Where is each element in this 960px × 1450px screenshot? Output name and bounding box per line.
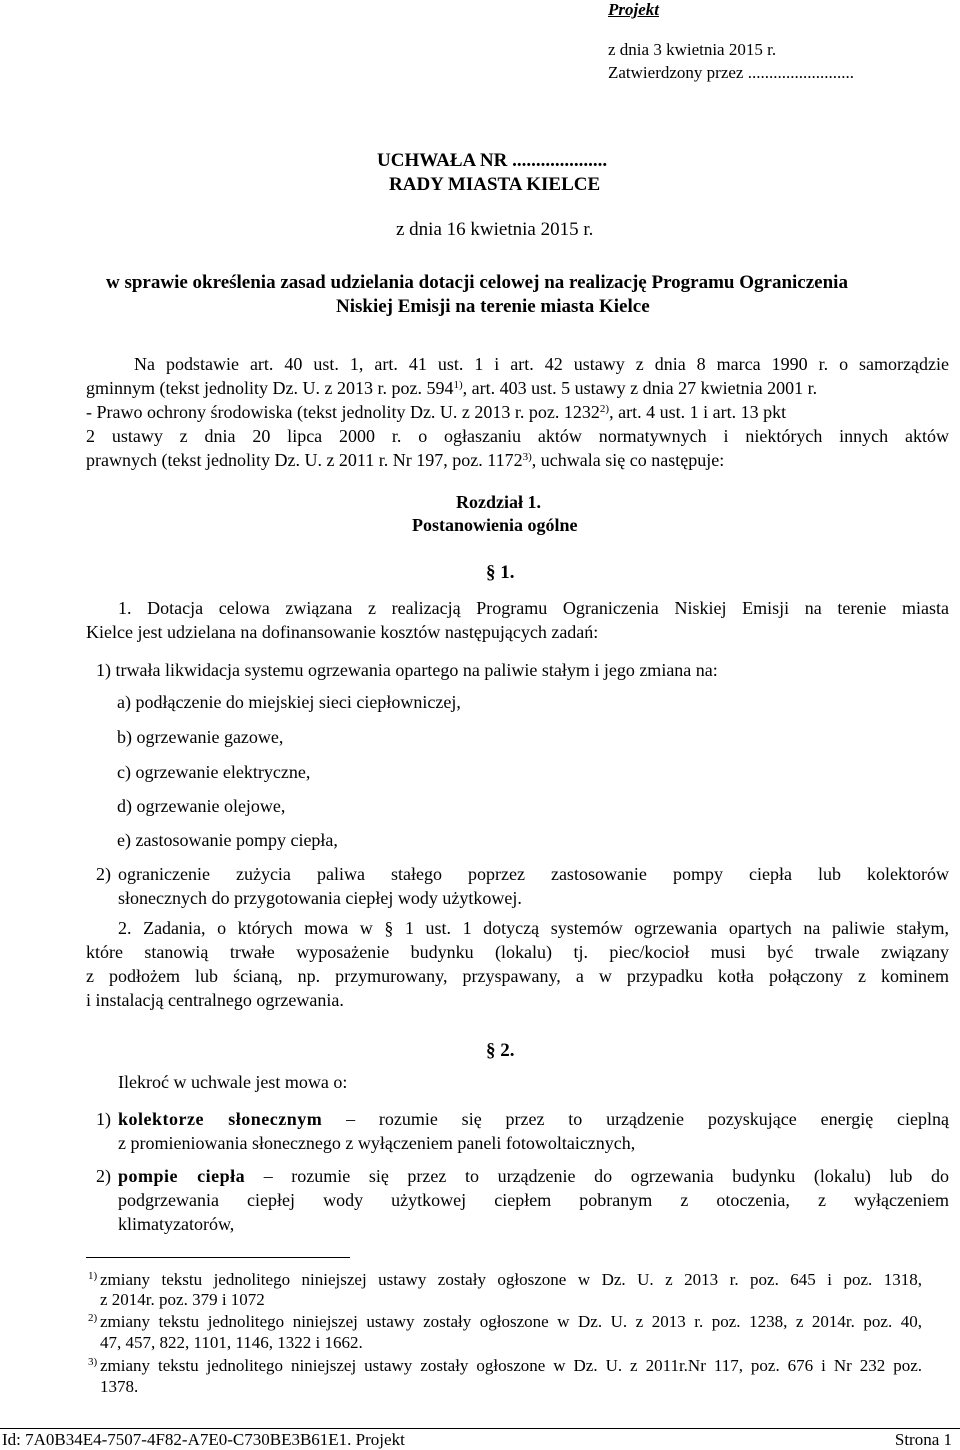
list-item-2-line-1: ograniczenie zużycia paliwa stałego poprzez zastosowanie pompy ciepła lub kolektorów bbox=[118, 864, 949, 884]
definition-1-term: kolektorze słonecznym bbox=[118, 1109, 323, 1129]
sub-item-a: a) podłączenie do miejskiej sieci ciepłowniczej, bbox=[117, 692, 461, 712]
section-1-para-1-line-2: Kielce jest udzielana na dofinansowanie kosztów następujących zadań: bbox=[86, 622, 599, 642]
footnote-3-line-2: 1378. bbox=[100, 1377, 139, 1396]
sub-item-e: e) zastosowanie pompy ciepła, bbox=[117, 830, 338, 850]
section-1-para-1-line-1: 1. Dotacja celowa związana z realizacją Programu Ograniczenia Niskiej Emisji na terenie miasta bbox=[118, 598, 949, 618]
definition-2-line-2: podgrzewania ciepłej wody użytkowej ciepłem pobranym z otoczenia, z wyłączeniem bbox=[118, 1190, 949, 1210]
footnote-3-marker: 3) bbox=[88, 1356, 98, 1368]
approved-by: Zatwierdzony przez ......................... bbox=[608, 63, 854, 82]
chapter-label: Rozdział 1. bbox=[456, 492, 541, 512]
definition-1-number: 1) bbox=[96, 1109, 111, 1129]
preamble-line-4: 2 ustawy z dnia 20 lipca 2000 r. o ogłaszaniu aktów normatywnych i niektórych innych aktów bbox=[86, 426, 949, 446]
preamble-line-5: prawnych (tekst jednolity Dz. U. z 2011 r. Nr 197, poz. 1172$^{3)}$, uchwala się co następuje: bbox=[86, 450, 725, 470]
project-date: z dnia 3 kwietnia 2015 r. bbox=[608, 40, 777, 59]
footnote-1-marker: 1) bbox=[88, 1270, 98, 1282]
definition-1-line-2: z promieniowania słonecznego z wyłączeniem paneli fotowoltaicznych, bbox=[118, 1133, 636, 1153]
section-2-heading: § 2. bbox=[486, 1040, 515, 1061]
section-1-para-2-line-3: z podłożem lub ścianą, np. przymurowany, przyspawany, a w przypadku kotła połączony z kominem bbox=[86, 966, 949, 986]
resolution-date: z dnia 16 kwietnia 2015 r. bbox=[396, 219, 594, 240]
sub-item-d: d) ogrzewanie olejowe, bbox=[117, 796, 286, 816]
sub-item-b: b) ogrzewanie gazowe, bbox=[117, 727, 284, 747]
section-1-para-2-line-1: 2. Zadania, o których mowa w § 1 ust. 1 dotyczą systemów ogrzewania opartych na paliwie stałym, bbox=[118, 918, 949, 938]
chapter-name: Postanowienia ogólne bbox=[412, 515, 578, 535]
preamble-line-1: Na podstawie art. 40 ust. 1, art. 41 ust. 1 i art. 42 ustawy z dnia 8 marca 1990 r. o samorządzie bbox=[134, 354, 949, 374]
list-item-2-line-2: słonecznych do przygotowania ciepłej wody użytkowej. bbox=[118, 888, 522, 908]
preamble-line-2: gminnym (tekst jednolity Dz. U. z 2013 r. poz. 594$^{1)}$, art. 403 ust. 5 ustawy z dnia 27 kwietnia 2001 r. bbox=[86, 378, 818, 398]
resolution-number: UCHWAŁA NR .................... bbox=[377, 150, 608, 171]
definition-2-number: 2) bbox=[96, 1166, 111, 1186]
footnote-2-marker: 2) bbox=[88, 1312, 98, 1324]
section-1-para-2-line-2: które stanowią trwałe wyposażenie budynku (lokalu) tj. piec/kocioł musi być trwale związany bbox=[86, 942, 949, 962]
definition-1-line-1: kolektorze słonecznym – rozumie się przez to urządzenie pozyskujące energię cieplną bbox=[118, 1109, 950, 1129]
definition-2-line-3: klimatyzatorów, bbox=[118, 1214, 235, 1234]
sub-item-c: c) ogrzewanie elektryczne, bbox=[117, 762, 311, 782]
page-footer-rule bbox=[0, 1428, 960, 1429]
list-item-2-number: 2) bbox=[96, 864, 111, 884]
section-1-heading: § 1. bbox=[486, 562, 515, 583]
subject-line-2: Niskiej Emisji na terenie miasta Kielce bbox=[336, 296, 650, 317]
footnote-1-line-1: zmiany tekstu jednolitego niniejszej ustawy zostały ogłoszone w Dz. U. z 2013 r. poz. 645 i poz. 1318, bbox=[100, 1270, 922, 1289]
subject-line-1: w sprawie określenia zasad udzielania dotacji celowej na realizację Programu Ograniczenia bbox=[106, 272, 848, 293]
definition-2-line-1: pompie ciepła – rozumie się przez to urządzenie do ogrzewania budynku (lokalu) lub do bbox=[118, 1166, 949, 1186]
page-number: Strona 1 bbox=[894, 1430, 952, 1449]
council-name: RADY MIASTA KIELCE bbox=[389, 174, 601, 195]
section-2-intro: Ilekroć w uchwale jest mowa o: bbox=[118, 1072, 348, 1092]
document-id: Id: 7A0B34E4-7507-4F82-A7E0-C730BE3B61E1. Projekt bbox=[2, 1430, 405, 1449]
footnote-separator bbox=[86, 1257, 350, 1258]
section-1-para-2-line-4: i instalacją centralnego ogrzewania. bbox=[86, 990, 344, 1010]
list-item-1: 1) trwała likwidacja systemu ogrzewania opartego na paliwie stałym i jego zmiana na: bbox=[96, 660, 718, 680]
footnote-2-line-1: zmiany tekstu jednolitego niniejszej ustawy zostały ogłoszone w Dz. U. z 2013 r. poz. 1238, z 2014r. poz. 40, bbox=[100, 1312, 922, 1331]
footnote-2-line-2: 47, 457, 822, 1101, 1146, 1322 i 1662. bbox=[100, 1333, 363, 1352]
definition-2-term: pompie ciepła bbox=[118, 1166, 246, 1186]
footnote-1-line-2: z 2014r. poz. 379 i 1072 bbox=[100, 1290, 265, 1309]
project-label: Projekt bbox=[608, 0, 659, 19]
preamble-line-3: - Prawo ochrony środowiska (tekst jednolity Dz. U. z 2013 r. poz. 1232$^{2)}$, art. 4 ust. 1 i art. 13 pkt bbox=[86, 402, 787, 422]
footnote-3-line-1: zmiany tekstu jednolitego niniejszej ustawy zostały ogłoszone w Dz. U. z 2011r.Nr 117, poz. 676 i Nr 232 poz. bbox=[100, 1356, 922, 1375]
